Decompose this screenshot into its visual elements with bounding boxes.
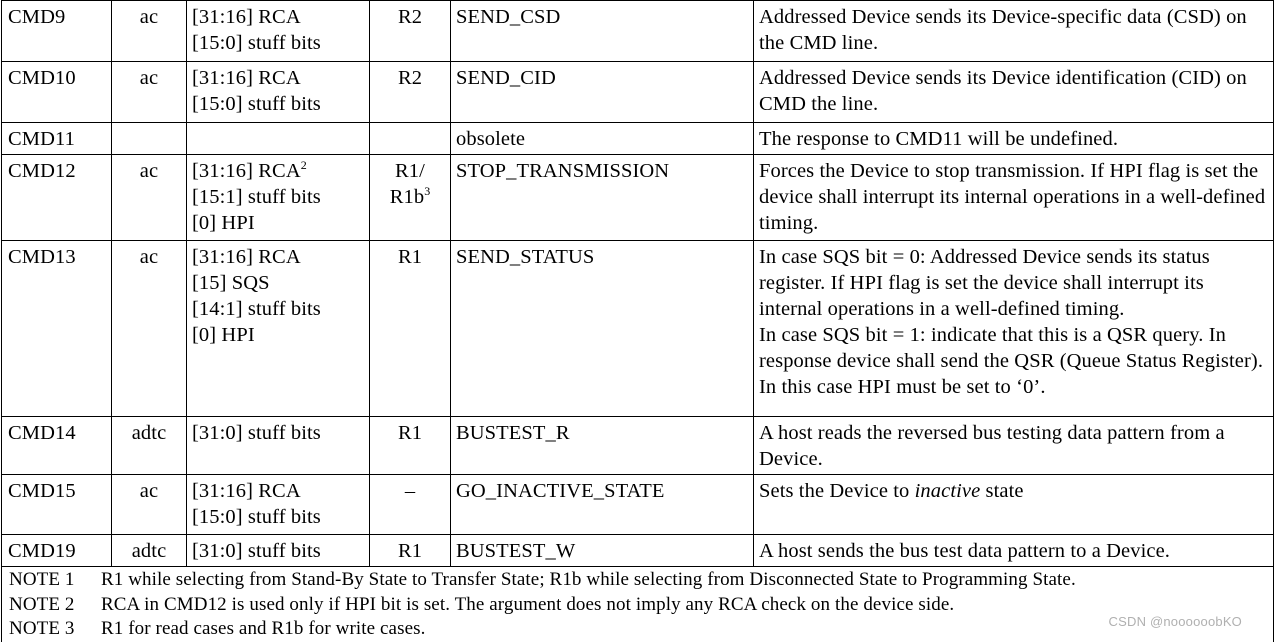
cmd-abbreviation: GO_INACTIVE_STATE — [451, 475, 754, 535]
cmd-index: CMD14 — [2, 417, 112, 475]
cmd-index: CMD15 — [2, 475, 112, 535]
argument-line: [15:1] stuff bits — [192, 186, 321, 208]
argument-line: [15] SQS — [192, 272, 270, 294]
watermark: CSDN @noooooobKO — [1108, 614, 1242, 629]
cmd-abbreviation: SEND_STATUS — [451, 241, 754, 417]
cmd-index: CMD19 — [2, 535, 112, 567]
argument-line: [14:1] stuff bits — [192, 298, 321, 320]
argument-line: [0] HPI — [192, 324, 255, 346]
argument-line: [31:0] stuff bits — [192, 540, 321, 562]
description-text: Sets the Device to — [759, 480, 915, 502]
description-emphasis: inactive — [914, 480, 981, 502]
argument-line — [192, 158, 364, 184]
cmd-abbreviation: BUSTEST_R — [451, 417, 754, 475]
response-r1b: R1b — [389, 186, 425, 208]
cmd-argument — [187, 241, 370, 417]
cmd-abbreviation: STOP_TRANSMISSION — [451, 155, 754, 241]
table-row — [2, 155, 1274, 241]
argument-line: [15:0] stuff bits — [192, 93, 321, 115]
argument-line: [31:16] RCA — [192, 6, 301, 28]
table-row — [2, 417, 1274, 475]
cmd-response: – — [370, 475, 451, 535]
cmd-description — [754, 475, 1274, 535]
cmd-response — [370, 123, 451, 155]
argument-rca: [31:16] RCA — [192, 160, 301, 182]
cmd-argument — [187, 123, 370, 155]
argument-line: [15:0] stuff bits — [192, 506, 321, 528]
cmd-abbreviation: BUSTEST_W — [451, 535, 754, 567]
cmd-index: CMD11 — [2, 123, 112, 155]
description-paragraph: In case SQS bit = 0: Addressed Device sends its status register. If HPI flag is set the device shall interrupt its internal operations in a well-defined timing. — [759, 246, 1210, 320]
note — [2, 568, 1273, 593]
argument-line: [0] HPI — [192, 212, 255, 234]
cmd-response: R1 — [370, 535, 451, 567]
table-row — [2, 62, 1274, 123]
cmd-response: R1 — [370, 417, 451, 475]
cmd-description: Forces the Device to stop transmission. If HPI flag is set the device shall interrupt its internal operations in a well-defined timing. — [754, 155, 1274, 241]
cmd-type: ac — [112, 241, 187, 417]
cmd-argument — [187, 475, 370, 535]
note-id: NOTE 1 — [9, 569, 75, 590]
cmd-description: Addressed Device sends its Device identification (CID) on CMD the line. — [754, 62, 1274, 123]
cmd-argument — [187, 1, 370, 62]
note — [2, 617, 1273, 642]
cmd-index: CMD13 — [2, 241, 112, 417]
cmd-type: adtc — [112, 417, 187, 475]
notes-cell — [2, 567, 1274, 642]
notes-row — [2, 567, 1274, 642]
footnote-ref: 2 — [300, 158, 307, 173]
cmd-description: Addressed Device sends its Device-specific data (CSD) on the CMD line. — [754, 1, 1274, 62]
cmd-type: adtc — [112, 535, 187, 567]
argument-line: [31:16] RCA — [192, 480, 301, 502]
cmd-description: A host reads the reversed bus testing data pattern from a Device. — [754, 417, 1274, 475]
argument-line: [15:0] stuff bits — [192, 32, 321, 54]
cmd-argument — [187, 535, 370, 567]
description-paragraph: In case SQS bit = 1: indicate that this is a QSR query. In response device shall send the QSR (Queue Status Register). In this case HPI must be set to ‘0’. — [759, 324, 1264, 398]
cmd-abbreviation: SEND_CSD — [451, 1, 754, 62]
note-text: R1 while selecting from Stand-By State to Transfer State; R1b while selecting from Disconnected State to Programming State. — [101, 569, 1076, 590]
cmd-response — [370, 155, 451, 241]
cmd-abbreviation: SEND_CID — [451, 62, 754, 123]
cmd-description — [754, 241, 1274, 417]
cmd-index: CMD12 — [2, 155, 112, 241]
footnote-ref: 3 — [424, 184, 431, 199]
cmd-response: R2 — [370, 62, 451, 123]
table-row — [2, 1, 1274, 62]
argument-line: [31:16] RCA — [192, 246, 301, 268]
table-row — [2, 123, 1274, 155]
table-row — [2, 535, 1274, 567]
table-row — [2, 475, 1274, 535]
description-text: state — [980, 480, 1024, 502]
cmd-argument — [187, 155, 370, 241]
cmd-index: CMD10 — [2, 62, 112, 123]
argument-line: [31:0] stuff bits — [192, 422, 321, 444]
argument-line: [31:16] RCA — [192, 67, 301, 89]
cmd-abbreviation: obsolete — [451, 123, 754, 155]
cmd-type: ac — [112, 1, 187, 62]
command-table — [1, 0, 1274, 642]
note-id: NOTE 3 — [9, 618, 75, 639]
cmd-type: ac — [112, 155, 187, 241]
cmd-index: CMD9 — [2, 1, 112, 62]
cmd-description: A host sends the bus test data pattern to a Device. — [754, 535, 1274, 567]
cmd-argument — [187, 417, 370, 475]
cmd-argument — [187, 62, 370, 123]
cmd-response: R2 — [370, 1, 451, 62]
cmd-description: The response to CMD11 will be undefined. — [754, 123, 1274, 155]
response-line: R1/ — [395, 160, 425, 182]
response-line — [375, 184, 445, 210]
note-id: NOTE 2 — [9, 593, 75, 615]
table-row — [2, 241, 1274, 417]
note-text: R1 for read cases and R1b for write cases. — [101, 618, 426, 639]
cmd-type: ac — [112, 62, 187, 123]
note-text: RCA in CMD12 is used only if HPI bit is set. The argument does not imply any RCA check on the device side. — [101, 593, 955, 615]
cmd-response: R1 — [370, 241, 451, 417]
cmd-type: ac — [112, 475, 187, 535]
cmd-type — [112, 123, 187, 155]
note — [2, 593, 1273, 618]
